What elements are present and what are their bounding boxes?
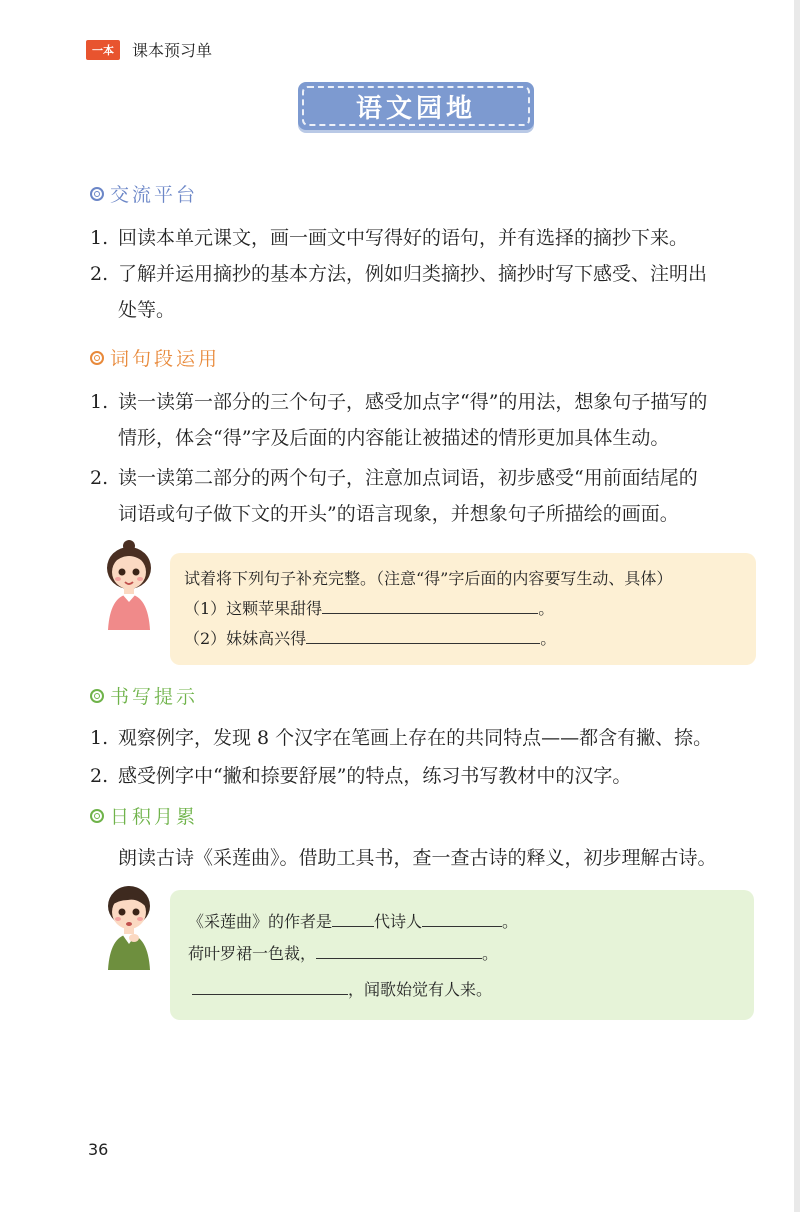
question-text: 《采莲曲》的作者是 (188, 912, 333, 931)
list-item (90, 256, 750, 328)
page-number: 36 (88, 1140, 109, 1159)
section-heading-daily-accumulation (90, 802, 198, 829)
question-end: 。 (502, 912, 519, 931)
item-text: 观察例字，发现 8 个汉字在笔画上存在的共同特点——都含有撇、捺。 (118, 727, 713, 749)
page-header (86, 38, 212, 61)
section-title: 日积月累 (110, 806, 199, 828)
section-heading-writing-tips (90, 682, 198, 709)
exercise-question-1 (184, 595, 554, 623)
question-end: 。 (540, 629, 557, 648)
circle-bullet-icon (90, 351, 104, 365)
poem-exercise-bubble (170, 890, 754, 1020)
item-text: 感受例字中“撇和捺要舒展”的特点，练习书写教材中的汉字。 (118, 765, 632, 787)
answer-blank[interactable] (316, 940, 482, 959)
section-heading-sentence-use (90, 344, 220, 371)
list-item (90, 460, 750, 532)
question-text: （2）妹妹高兴得 (184, 629, 307, 648)
item-number: 2. (90, 765, 109, 787)
exercise-instruction: 试着将下列句子补充完整。（注意“得”字后面的内容要写生动、具体） (184, 569, 673, 588)
list-item (90, 384, 750, 456)
answer-blank[interactable] (306, 625, 540, 644)
item-text: 了解并运用摘抄的基本方法，例如归类摘抄、摘抄时写下感受、注明出 (118, 263, 708, 285)
item-number: 2. (90, 263, 109, 285)
section-heading-exchange (90, 180, 198, 207)
section-title: 交流平台 (110, 184, 199, 206)
item-text-continued: 处等。 (118, 299, 176, 321)
answer-blank[interactable] (322, 595, 538, 614)
question-text: （1）这颗苹果甜得 (184, 599, 323, 618)
instruction-text: 朗读古诗《采莲曲》。借助工具书，查一查古诗的释义，初步理解古诗。 (118, 847, 717, 869)
question-end: 。 (538, 599, 555, 618)
item-text-continued: 词语或句子做下文的开头”的语言现象，并想象句子所描绘的画面。 (118, 503, 679, 525)
answer-blank[interactable] (422, 908, 502, 927)
girl-avatar-icon (98, 538, 160, 630)
item-number: 1. (90, 727, 109, 749)
page-title: 语文园地 (355, 93, 476, 124)
section-title: 书写提示 (110, 686, 199, 708)
item-text: 读一读第一部分的三个句子，感受加点字“得”的用法，想象句子描写的 (118, 391, 708, 413)
header-badge: 一本 (86, 40, 120, 60)
item-number: 1. (90, 227, 109, 249)
question-end: 。 (482, 944, 499, 963)
poem-line: ，闻歌始觉有人来。 (348, 980, 493, 999)
item-number: 2. (90, 467, 109, 489)
poem-question-3 (192, 976, 492, 1004)
poem-line: 荷叶罗裙一色裁， (188, 944, 317, 963)
exercise-question-2 (184, 625, 556, 653)
page-title-box (298, 82, 534, 130)
list-item (90, 220, 750, 256)
boy-avatar-icon (98, 878, 160, 970)
page-edge (794, 0, 800, 1212)
answer-blank[interactable] (192, 976, 348, 995)
list-item (90, 720, 750, 756)
item-text: 回读本单元课文，画一画文中写得好的语句，并有选择的摘抄下来。 (118, 227, 689, 249)
question-text: 代诗人 (374, 912, 423, 931)
circle-bullet-icon (90, 809, 104, 823)
exercise-bubble (170, 553, 756, 665)
circle-bullet-icon (90, 689, 104, 703)
item-text: 读一读第二部分的两个句子，注意加点词语，初步感受“用前面结尾的 (118, 467, 698, 489)
item-number: 1. (90, 391, 109, 413)
section-title: 词句段运用 (110, 348, 221, 370)
item-text-continued: 情形，体会“得”字及后面的内容能让被描述的情形更加具体生动。 (118, 427, 670, 449)
header-title: 课本预习单 (132, 41, 213, 60)
list-item (90, 758, 750, 794)
poem-question-1 (188, 908, 518, 936)
answer-blank[interactable] (332, 908, 374, 927)
poem-question-2 (188, 940, 498, 968)
circle-bullet-icon (90, 187, 104, 201)
